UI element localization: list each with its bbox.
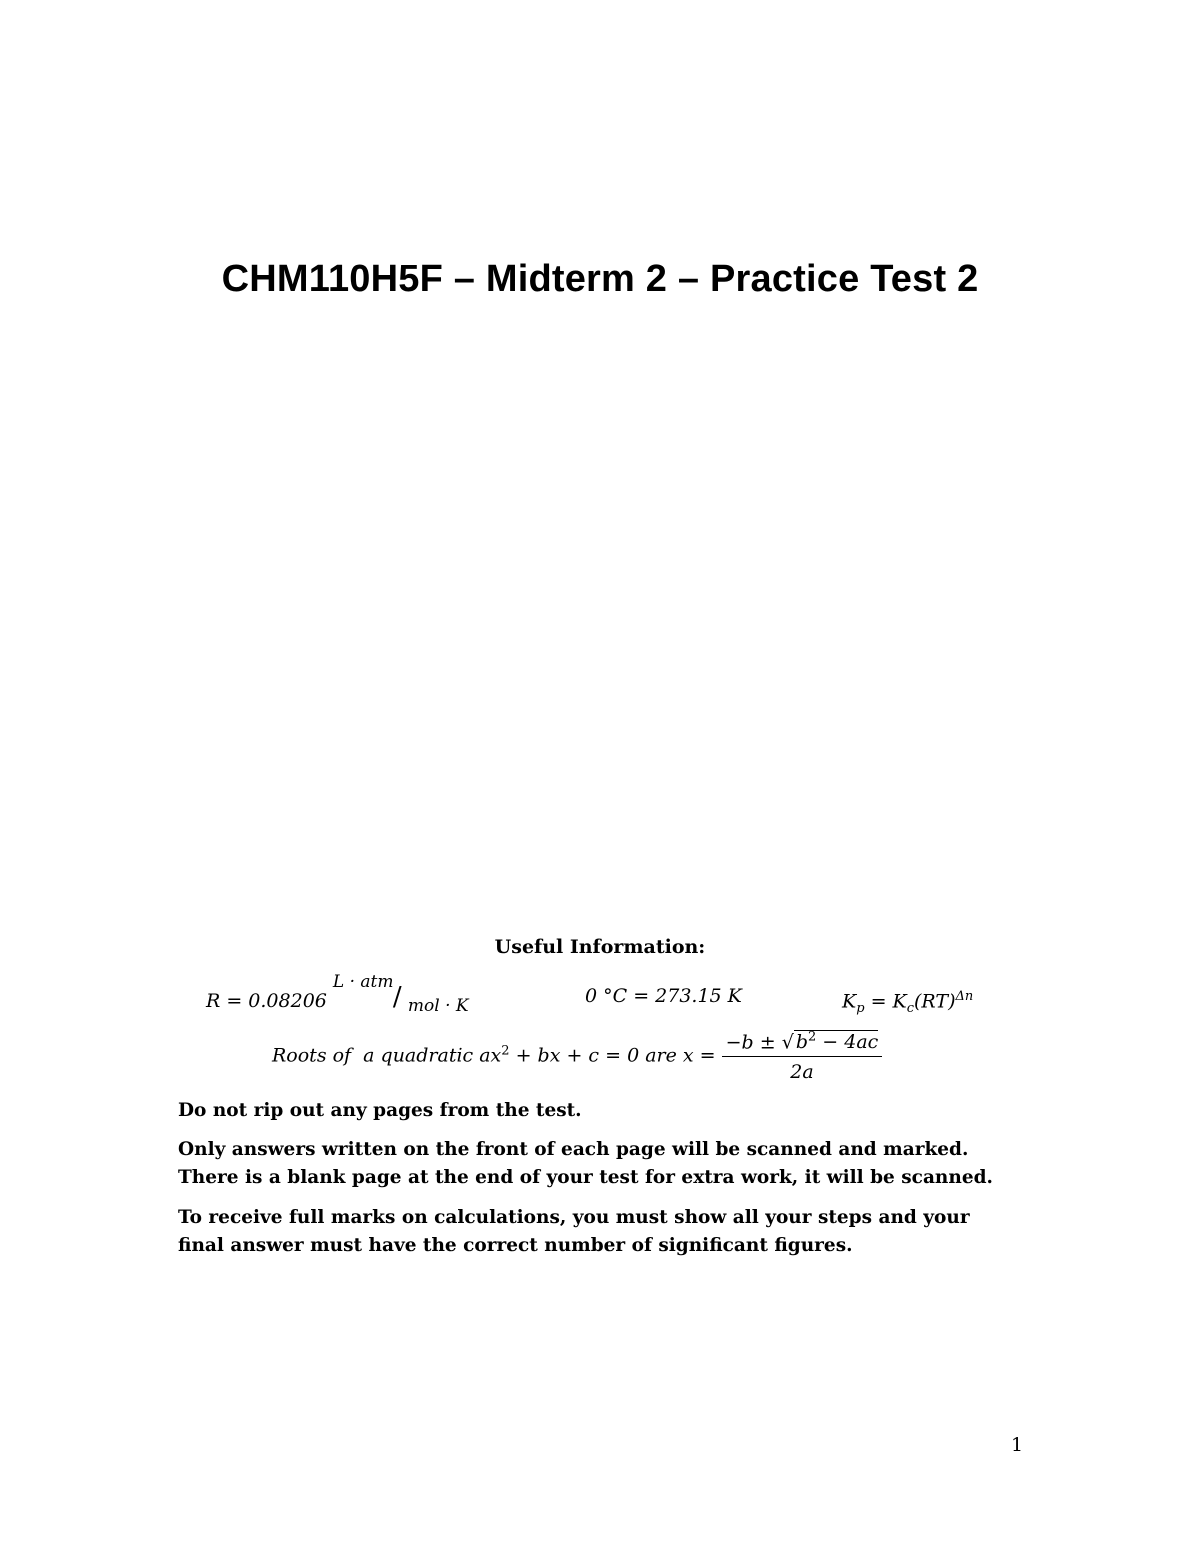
quadratic-ax-exponent: 2 [501,1043,510,1059]
quadratic-numerator-prefix: −b ± √ [725,1031,794,1054]
quadratic-radicand [794,1030,879,1053]
temperature-conversion-text: 0 °C = 273.15 K [585,985,742,1007]
quadratic-denominator [722,1057,883,1083]
quadratic-numerator [722,1030,883,1057]
quadratic-prefix: Roots of a quadratic [272,1044,480,1067]
radicand-base: b [795,1031,808,1054]
quadratic-formula [272,1030,882,1083]
useful-information-heading: Useful Information: [494,936,706,958]
gas-constant-formula [206,972,493,1024]
instruction-scanning-line-2: There is a blank page at the end of your test for extra work, it will be scanned. [178,1167,993,1188]
instruction-calculations-line-1: To receive full marks on calculations, you must show all your steps and your [178,1207,970,1228]
gas-constant-unit-slash: / [392,982,402,1012]
quadratic-ax: ax [479,1044,502,1067]
kc-base: K [892,990,907,1013]
instruction-calculations-line-2: final answer must have the correct number of significant figures. [178,1235,853,1256]
instruction-calculations [178,1204,1078,1260]
instruction-scanning-line-1: Only answers written on the front of each page will be scanned and marked. [178,1139,969,1160]
kp-base: K [842,990,857,1013]
quadratic-rest: + bx + c = 0 are x = [509,1044,722,1067]
instruction-scanning [178,1136,1078,1192]
kc-subscript: c [906,1001,915,1017]
kp-subscript: p [856,1001,865,1017]
delta-n-exponent: Δn [955,989,974,1004]
document-title: CHM110H5F – Midterm 2 – Practice Test 2 [221,258,979,300]
temperature-conversion [585,985,742,1007]
page-number: 1 [1011,1434,1024,1456]
gas-constant-unit-denominator: mol · K [407,996,469,1016]
instruction-no-rip: Do not rip out any pages from the test. [178,1100,582,1121]
kp-kc-relation [842,985,973,1016]
rt-term: (RT) [914,990,956,1013]
gas-constant-lhs: R = 0.08206 [206,990,327,1012]
radicand-exponent: 2 [807,1030,817,1045]
quadratic-solution-fraction [722,1030,883,1083]
gas-constant-unit-numerator: L · atm [332,972,394,992]
kp-equals: = [864,990,893,1013]
quadratic-denominator-text: 2a [790,1061,814,1084]
gas-constant-unit [332,972,493,1024]
radicand-rest: − 4ac [816,1031,879,1054]
